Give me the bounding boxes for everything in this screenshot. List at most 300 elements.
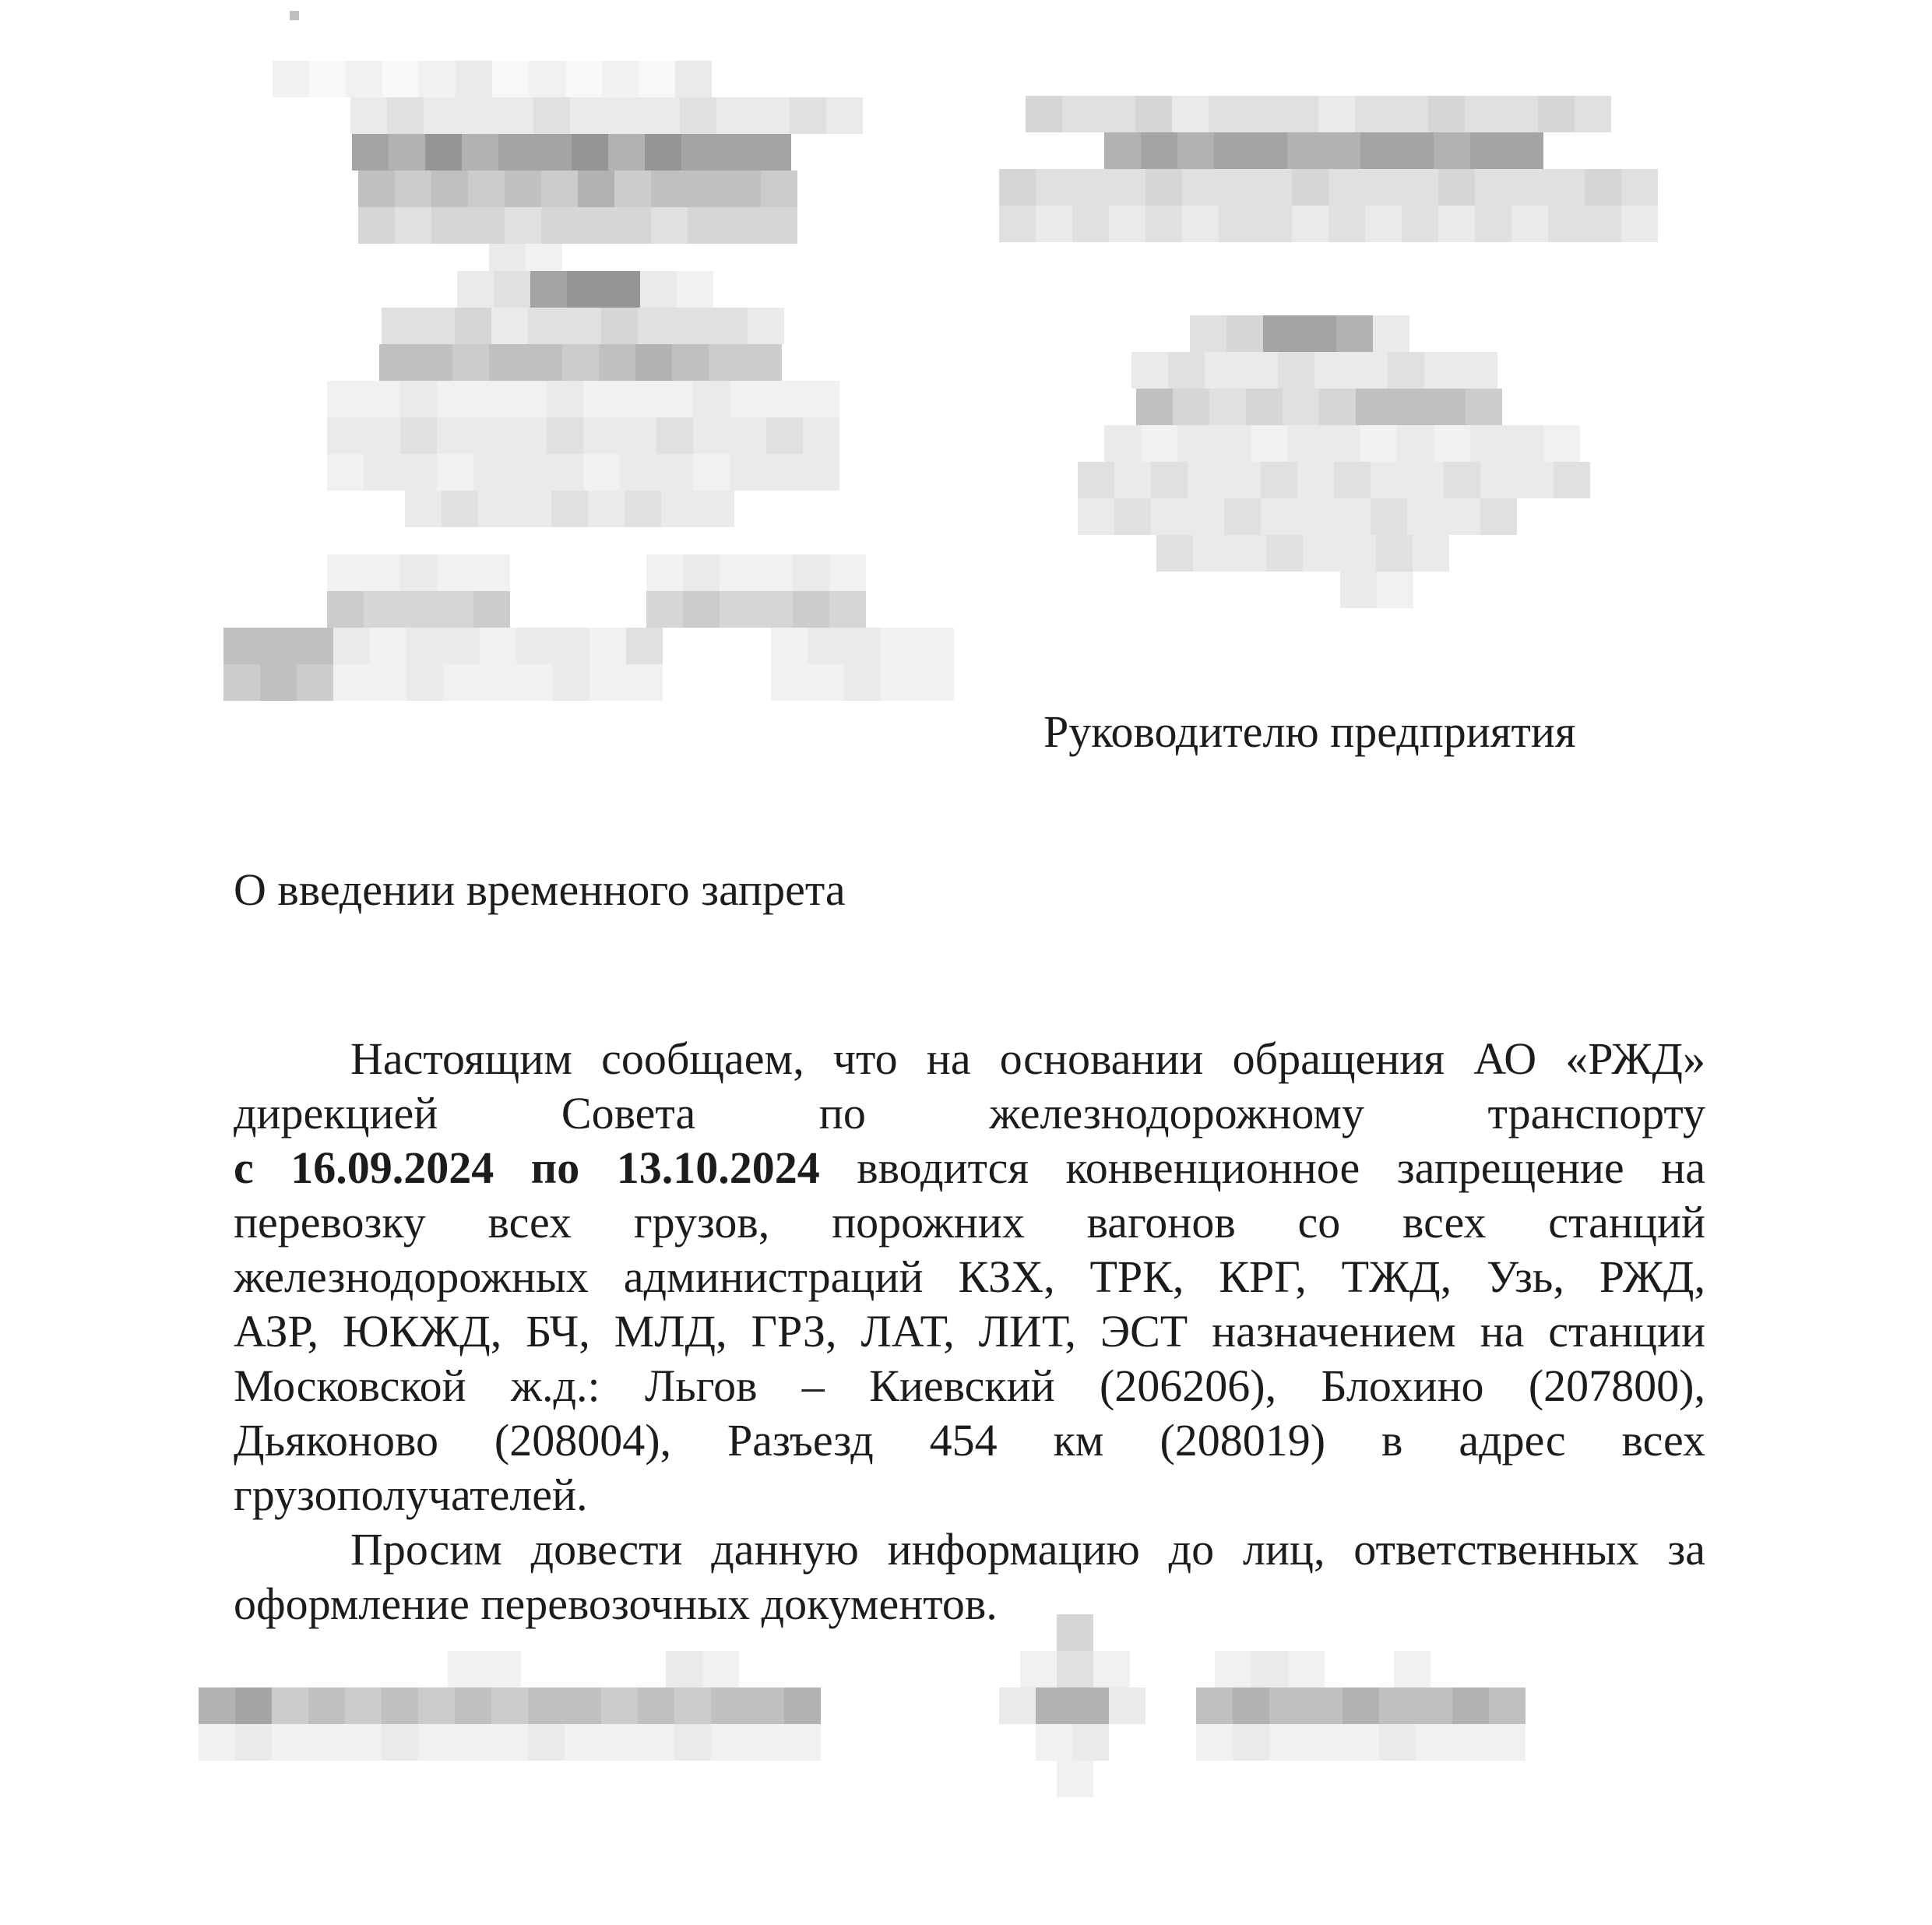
redaction-cell bbox=[829, 554, 866, 591]
redaction-cell bbox=[565, 61, 602, 97]
redaction-cell bbox=[651, 207, 688, 244]
text-run: Просим довести данную информацию до лиц, ответственных за bbox=[350, 1524, 1705, 1575]
redaction-cell bbox=[1266, 535, 1303, 572]
redaction-cell bbox=[683, 591, 720, 628]
redaction-cell bbox=[755, 134, 791, 171]
redaction-cell bbox=[455, 1687, 491, 1724]
redaction-cell bbox=[1177, 425, 1214, 462]
redaction-cell bbox=[1379, 1687, 1416, 1724]
redaction-cell bbox=[516, 664, 553, 701]
redaction-cell bbox=[1151, 462, 1188, 498]
redaction-cell bbox=[1109, 169, 1145, 206]
redaction-cell bbox=[1292, 206, 1328, 242]
redaction-cell bbox=[730, 454, 766, 491]
redaction-cell bbox=[1219, 169, 1255, 206]
redaction-cell bbox=[1339, 535, 1376, 572]
redaction-cell bbox=[1114, 498, 1151, 535]
redaction-cell bbox=[547, 454, 583, 491]
redaction-cell bbox=[1214, 132, 1251, 169]
redaction-cell bbox=[803, 381, 839, 417]
redaction-cell bbox=[1424, 352, 1461, 389]
redaction-cell bbox=[260, 628, 297, 664]
redaction-cell bbox=[1365, 169, 1402, 206]
redaction-cell bbox=[1168, 352, 1205, 389]
redaction-cell bbox=[364, 454, 400, 491]
redaction-cell bbox=[437, 454, 473, 491]
redaction-cell bbox=[1078, 498, 1114, 535]
redaction-cell bbox=[400, 591, 437, 628]
redaction-cell bbox=[1413, 535, 1449, 572]
redaction-cell bbox=[1394, 1651, 1431, 1687]
redaction-cell bbox=[199, 1724, 235, 1761]
redaction-cell bbox=[389, 134, 425, 171]
redaction-cell bbox=[1507, 425, 1543, 462]
redaction-cell bbox=[1343, 1687, 1379, 1724]
redaction-cell bbox=[1036, 169, 1072, 206]
redaction-cell bbox=[748, 1687, 784, 1724]
redaction-cell bbox=[418, 308, 455, 344]
redaction-cell bbox=[1190, 315, 1226, 352]
redaction-cell bbox=[382, 61, 419, 97]
redaction-cell bbox=[601, 1724, 638, 1761]
redaction-cell bbox=[1226, 315, 1263, 352]
redaction-cell bbox=[199, 1687, 235, 1724]
redaction-cell bbox=[766, 381, 803, 417]
redaction-cell bbox=[1104, 132, 1141, 169]
redaction-cell bbox=[1261, 498, 1297, 535]
redaction-cell bbox=[1397, 425, 1434, 462]
redaction-cell bbox=[442, 491, 478, 527]
redaction-cell bbox=[1297, 462, 1334, 498]
redaction-cell bbox=[583, 381, 620, 417]
redaction-cell bbox=[235, 1724, 272, 1761]
redaction-cell bbox=[223, 664, 260, 701]
redaction-cell bbox=[533, 97, 570, 134]
redaction-cell bbox=[516, 628, 553, 664]
redaction-cell bbox=[541, 207, 578, 244]
redaction-cell bbox=[460, 97, 497, 134]
text-run: дирекцией Совета по железнодорожному транспорту bbox=[234, 1088, 1705, 1138]
redaction-cell bbox=[528, 1687, 565, 1724]
redaction-cell bbox=[711, 308, 748, 344]
redaction-cell bbox=[1156, 535, 1193, 572]
redaction-cell bbox=[589, 664, 626, 701]
redaction-cell bbox=[808, 628, 844, 664]
redaction-cell bbox=[235, 1687, 272, 1724]
redaction-cell bbox=[1141, 425, 1177, 462]
redaction-cell bbox=[431, 171, 468, 207]
redaction-cell bbox=[756, 591, 793, 628]
redaction-cell bbox=[1585, 169, 1621, 206]
redaction-cell bbox=[424, 97, 460, 134]
redaction-cell bbox=[379, 344, 416, 381]
redaction-cell bbox=[1480, 498, 1517, 535]
redaction-cell bbox=[1282, 96, 1318, 132]
redaction-cell bbox=[1402, 169, 1438, 206]
redaction-cell bbox=[1196, 1687, 1233, 1724]
redaction-cell bbox=[562, 344, 599, 381]
redaction-cell bbox=[416, 344, 452, 381]
redaction-cell bbox=[327, 554, 364, 591]
redaction-cell bbox=[1251, 425, 1287, 462]
body-line bbox=[234, 1195, 1705, 1250]
redaction-cell bbox=[1205, 352, 1241, 389]
redaction-cell bbox=[601, 1687, 638, 1724]
redaction-cell bbox=[358, 171, 395, 207]
redaction-cell bbox=[468, 207, 505, 244]
redaction-cell bbox=[1480, 462, 1517, 498]
redaction-cell bbox=[273, 61, 309, 97]
redaction-cell bbox=[1324, 425, 1360, 462]
redaction-cell bbox=[400, 417, 437, 454]
redaction-cell bbox=[528, 308, 565, 344]
redaction-cell bbox=[358, 207, 395, 244]
redaction-cell bbox=[406, 664, 443, 701]
redaction-cell bbox=[656, 417, 693, 454]
body-line bbox=[234, 1413, 1705, 1468]
redaction-cell bbox=[1428, 96, 1465, 132]
redaction-cell bbox=[640, 271, 677, 308]
redaction-cell bbox=[272, 1687, 308, 1724]
redaction-cell bbox=[1245, 96, 1282, 132]
redaction-cell bbox=[308, 1724, 345, 1761]
redaction-cell bbox=[572, 134, 608, 171]
redaction-cell bbox=[626, 628, 663, 664]
redaction-cell bbox=[578, 171, 614, 207]
redaction-cell bbox=[1507, 132, 1543, 169]
redaction-cell bbox=[724, 207, 761, 244]
redaction-cell bbox=[1215, 1651, 1251, 1687]
redaction-cell bbox=[1328, 169, 1365, 206]
redaction-cell bbox=[745, 344, 782, 381]
redaction-cell bbox=[675, 61, 712, 97]
redaction-cell bbox=[473, 381, 510, 417]
redaction-cell bbox=[1318, 96, 1355, 132]
redaction-cell bbox=[826, 97, 863, 134]
redaction-cell bbox=[720, 554, 756, 591]
redaction-cell bbox=[1114, 462, 1151, 498]
redaction-cell bbox=[917, 628, 954, 664]
redaction-cell bbox=[718, 134, 755, 171]
redaction-cell bbox=[680, 97, 716, 134]
redaction-cell bbox=[771, 628, 808, 664]
redaction-cell bbox=[1230, 535, 1266, 572]
redaction-cell bbox=[553, 628, 589, 664]
redaction-cell bbox=[1145, 169, 1182, 206]
redaction-cell bbox=[693, 381, 730, 417]
redaction-cell bbox=[484, 1651, 521, 1687]
redaction-cell bbox=[1251, 1651, 1288, 1687]
redaction-cell bbox=[491, 1724, 528, 1761]
redaction-cell bbox=[1554, 462, 1590, 498]
redaction-cell bbox=[1214, 425, 1251, 462]
redaction-cell bbox=[688, 171, 724, 207]
redaction-cell bbox=[260, 664, 297, 701]
redaction-cell bbox=[844, 664, 881, 701]
redaction-cell bbox=[437, 381, 473, 417]
redaction-cell bbox=[1407, 498, 1444, 535]
body-line bbox=[234, 1032, 1705, 1086]
redaction-cell bbox=[370, 628, 406, 664]
redaction-cell bbox=[1324, 132, 1360, 169]
redaction-cell bbox=[1283, 389, 1319, 425]
redaction-cell bbox=[724, 171, 761, 207]
redaction-cell bbox=[589, 628, 626, 664]
redaction-cell bbox=[510, 417, 547, 454]
redaction-cell bbox=[766, 417, 803, 454]
text-run: АЗР, ЮКЖД, БЧ, МЛД, ГРЗ, ЛАТ, ЛИТ, ЭСТ назначением на станции bbox=[234, 1306, 1705, 1357]
redaction-cell bbox=[473, 591, 510, 628]
redaction-cell bbox=[1351, 352, 1388, 389]
redaction-cell bbox=[327, 454, 364, 491]
redaction-cell bbox=[1145, 206, 1182, 242]
redaction-cell bbox=[711, 1687, 748, 1724]
redaction-cell bbox=[400, 554, 437, 591]
redaction-cell bbox=[515, 491, 551, 527]
redaction-cell bbox=[1172, 96, 1209, 132]
redaction-cell bbox=[491, 1687, 528, 1724]
redaction-cell bbox=[1434, 132, 1470, 169]
body-line bbox=[234, 1468, 1705, 1522]
redaction-cell bbox=[1392, 389, 1429, 425]
redaction-cell bbox=[656, 454, 693, 491]
redaction-cell bbox=[1036, 206, 1072, 242]
redaction-cell bbox=[364, 554, 400, 591]
redaction-cell bbox=[437, 554, 473, 591]
redaction-cell bbox=[468, 171, 505, 207]
redaction-cell bbox=[1188, 498, 1224, 535]
redaction-cell bbox=[1548, 206, 1585, 242]
text-run: грузополучателей. bbox=[234, 1469, 588, 1520]
redaction-cell bbox=[1621, 169, 1658, 206]
redaction-cell bbox=[419, 61, 456, 97]
redaction-cell bbox=[364, 381, 400, 417]
redaction-cell bbox=[455, 308, 491, 344]
redaction-cell bbox=[1209, 96, 1245, 132]
redaction-cell bbox=[350, 97, 387, 134]
redaction-cell bbox=[491, 308, 528, 344]
redaction-cell bbox=[473, 454, 510, 491]
redaction-cell bbox=[1452, 1724, 1489, 1761]
redaction-cell bbox=[638, 1724, 674, 1761]
redaction-cell bbox=[1314, 352, 1351, 389]
redaction-cell bbox=[1371, 462, 1407, 498]
redaction-cell bbox=[1109, 206, 1145, 242]
redaction-cell bbox=[1224, 462, 1261, 498]
redaction-cell bbox=[443, 664, 480, 701]
redaction-cell bbox=[551, 491, 588, 527]
redaction-cell bbox=[1461, 352, 1497, 389]
redaction-cell bbox=[766, 454, 803, 491]
redaction-cell bbox=[1020, 1651, 1057, 1687]
redaction-cell bbox=[1135, 96, 1172, 132]
redaction-cell bbox=[1099, 96, 1135, 132]
redaction-cell bbox=[881, 628, 917, 664]
redaction-cell bbox=[526, 344, 562, 381]
redaction-cell bbox=[1336, 315, 1373, 352]
body-line bbox=[234, 1250, 1705, 1304]
redaction-cell bbox=[645, 134, 681, 171]
redaction-cell bbox=[505, 207, 541, 244]
redaction-cell bbox=[1104, 425, 1141, 462]
redaction-cell bbox=[1543, 425, 1580, 462]
redaction-cell bbox=[1292, 169, 1328, 206]
redaction-cell bbox=[651, 171, 688, 207]
redaction-cell bbox=[437, 591, 473, 628]
redaction-cell bbox=[1621, 206, 1658, 242]
redaction-cell bbox=[1182, 169, 1219, 206]
text-run: Настоящим сообщаем, что на основании обращения АО «РЖД» bbox=[350, 1033, 1705, 1084]
redaction-cell bbox=[808, 664, 844, 701]
redaction-cell bbox=[1373, 315, 1409, 352]
redaction-cell bbox=[1511, 206, 1548, 242]
redaction-cell bbox=[1278, 352, 1314, 389]
redaction-cell bbox=[333, 628, 370, 664]
redaction-cell bbox=[881, 664, 917, 701]
redaction-cell bbox=[625, 491, 661, 527]
body-line bbox=[234, 1577, 1705, 1631]
redaction-cell bbox=[1444, 462, 1480, 498]
text-run: вводится конвенционное запрещение на bbox=[857, 1142, 1705, 1193]
redaction-cell bbox=[272, 1724, 308, 1761]
redaction-cell bbox=[1036, 1724, 1072, 1761]
redaction-cell bbox=[638, 1687, 674, 1724]
body-line bbox=[234, 1141, 1705, 1195]
redaction-cell bbox=[1377, 572, 1413, 608]
redaction-cell bbox=[999, 1687, 1036, 1724]
redaction-cell bbox=[1131, 352, 1168, 389]
body-line bbox=[234, 1359, 1705, 1413]
redaction-cell bbox=[638, 308, 674, 344]
redaction-cell bbox=[297, 628, 333, 664]
redaction-cell bbox=[1397, 132, 1434, 169]
redaction-cell bbox=[1475, 169, 1511, 206]
redaction-cell bbox=[456, 61, 492, 97]
redaction-cell bbox=[395, 207, 431, 244]
redaction-cell bbox=[1269, 1687, 1306, 1724]
redaction-cell bbox=[599, 344, 635, 381]
redaction-cell bbox=[1334, 462, 1371, 498]
redaction-cell bbox=[494, 271, 530, 308]
subject-line: О введении временного запрета bbox=[234, 864, 846, 915]
redaction-cell bbox=[455, 1724, 491, 1761]
redaction-cell bbox=[1196, 1724, 1233, 1761]
redaction-cell bbox=[1438, 206, 1475, 242]
redaction-cell bbox=[492, 61, 529, 97]
redaction-cell bbox=[1219, 206, 1255, 242]
redaction-cell bbox=[345, 1687, 382, 1724]
redaction-cell bbox=[1255, 169, 1292, 206]
redaction-cell bbox=[1416, 1687, 1452, 1724]
redaction-cell bbox=[510, 381, 547, 417]
redaction-cell bbox=[672, 344, 709, 381]
redaction-cell bbox=[756, 554, 793, 591]
redaction-cell bbox=[1355, 96, 1392, 132]
redaction-cell bbox=[567, 271, 604, 308]
redaction-cell bbox=[646, 554, 683, 591]
redaction-cell bbox=[583, 454, 620, 491]
redaction-cell bbox=[620, 381, 656, 417]
redaction-cell bbox=[1585, 206, 1621, 242]
redaction-cell bbox=[489, 344, 526, 381]
redaction-cell bbox=[1388, 352, 1424, 389]
redaction-cell bbox=[620, 454, 656, 491]
redaction-cell bbox=[437, 417, 473, 454]
redaction-cell bbox=[364, 417, 400, 454]
redaction-cell bbox=[1078, 462, 1114, 498]
redaction-cell bbox=[646, 591, 683, 628]
redaction-cell bbox=[1444, 498, 1480, 535]
redaction-cell bbox=[528, 1724, 565, 1761]
redaction-cell bbox=[753, 97, 790, 134]
redaction-cell bbox=[674, 1724, 711, 1761]
redaction-cell bbox=[431, 207, 468, 244]
redaction-cell bbox=[1402, 206, 1438, 242]
redaction-cell bbox=[602, 61, 639, 97]
redaction-cell bbox=[418, 1687, 455, 1724]
redaction-cell bbox=[382, 308, 418, 344]
redaction-cell bbox=[748, 308, 784, 344]
redaction-cell bbox=[702, 1651, 739, 1687]
redaction-cell bbox=[327, 591, 364, 628]
redaction-cell bbox=[387, 97, 424, 134]
redaction-cell bbox=[1416, 1724, 1452, 1761]
redaction-cell bbox=[601, 308, 638, 344]
redaction-cell bbox=[1255, 206, 1292, 242]
redaction-cell bbox=[1287, 425, 1324, 462]
redaction-cell bbox=[1407, 462, 1444, 498]
redaction-cell bbox=[803, 417, 839, 454]
redaction-cell bbox=[565, 308, 601, 344]
redaction-cell bbox=[693, 454, 730, 491]
recipient-line: Руководителю предприятия bbox=[1043, 706, 1576, 757]
redaction-cell bbox=[1233, 1724, 1269, 1761]
redaction-cell bbox=[793, 591, 829, 628]
redaction-cell bbox=[297, 664, 333, 701]
redaction-cell bbox=[730, 417, 766, 454]
redaction-cell bbox=[626, 664, 663, 701]
redaction-cell bbox=[1057, 1651, 1093, 1687]
redaction-cell bbox=[498, 134, 535, 171]
redaction-cell bbox=[405, 491, 442, 527]
redaction-cell bbox=[541, 171, 578, 207]
redaction-cell bbox=[1360, 425, 1397, 462]
redaction-cell bbox=[1072, 1724, 1109, 1761]
redaction-cell bbox=[748, 1724, 784, 1761]
redaction-cell bbox=[1452, 1687, 1489, 1724]
redaction-cell bbox=[803, 454, 839, 491]
redaction-cell bbox=[1429, 389, 1466, 425]
redaction-cell bbox=[425, 134, 462, 171]
body-line bbox=[234, 1522, 1705, 1577]
text-run: перевозку всех грузов, порожних вагонов со всех станций bbox=[234, 1197, 1705, 1248]
redaction-cell bbox=[478, 491, 515, 527]
redaction-cell bbox=[730, 381, 766, 417]
redaction-cell bbox=[1297, 498, 1334, 535]
redaction-cell bbox=[400, 381, 437, 417]
redaction-cell bbox=[1392, 96, 1428, 132]
redaction-cell bbox=[418, 1724, 455, 1761]
redaction-cell bbox=[711, 1724, 748, 1761]
redaction-cell bbox=[395, 171, 431, 207]
redaction-cell bbox=[666, 1651, 702, 1687]
text-run: оформление перевозочных документов. bbox=[234, 1578, 998, 1629]
redaction-cell bbox=[462, 134, 498, 171]
redaction-cell bbox=[1026, 96, 1062, 132]
redaction-cell bbox=[448, 1651, 484, 1687]
redaction-cell bbox=[406, 628, 443, 664]
text-run: железнодорожных администраций КЗХ, ТРК, КРГ, ТЖД, Узь, РЖД, bbox=[234, 1251, 1705, 1302]
